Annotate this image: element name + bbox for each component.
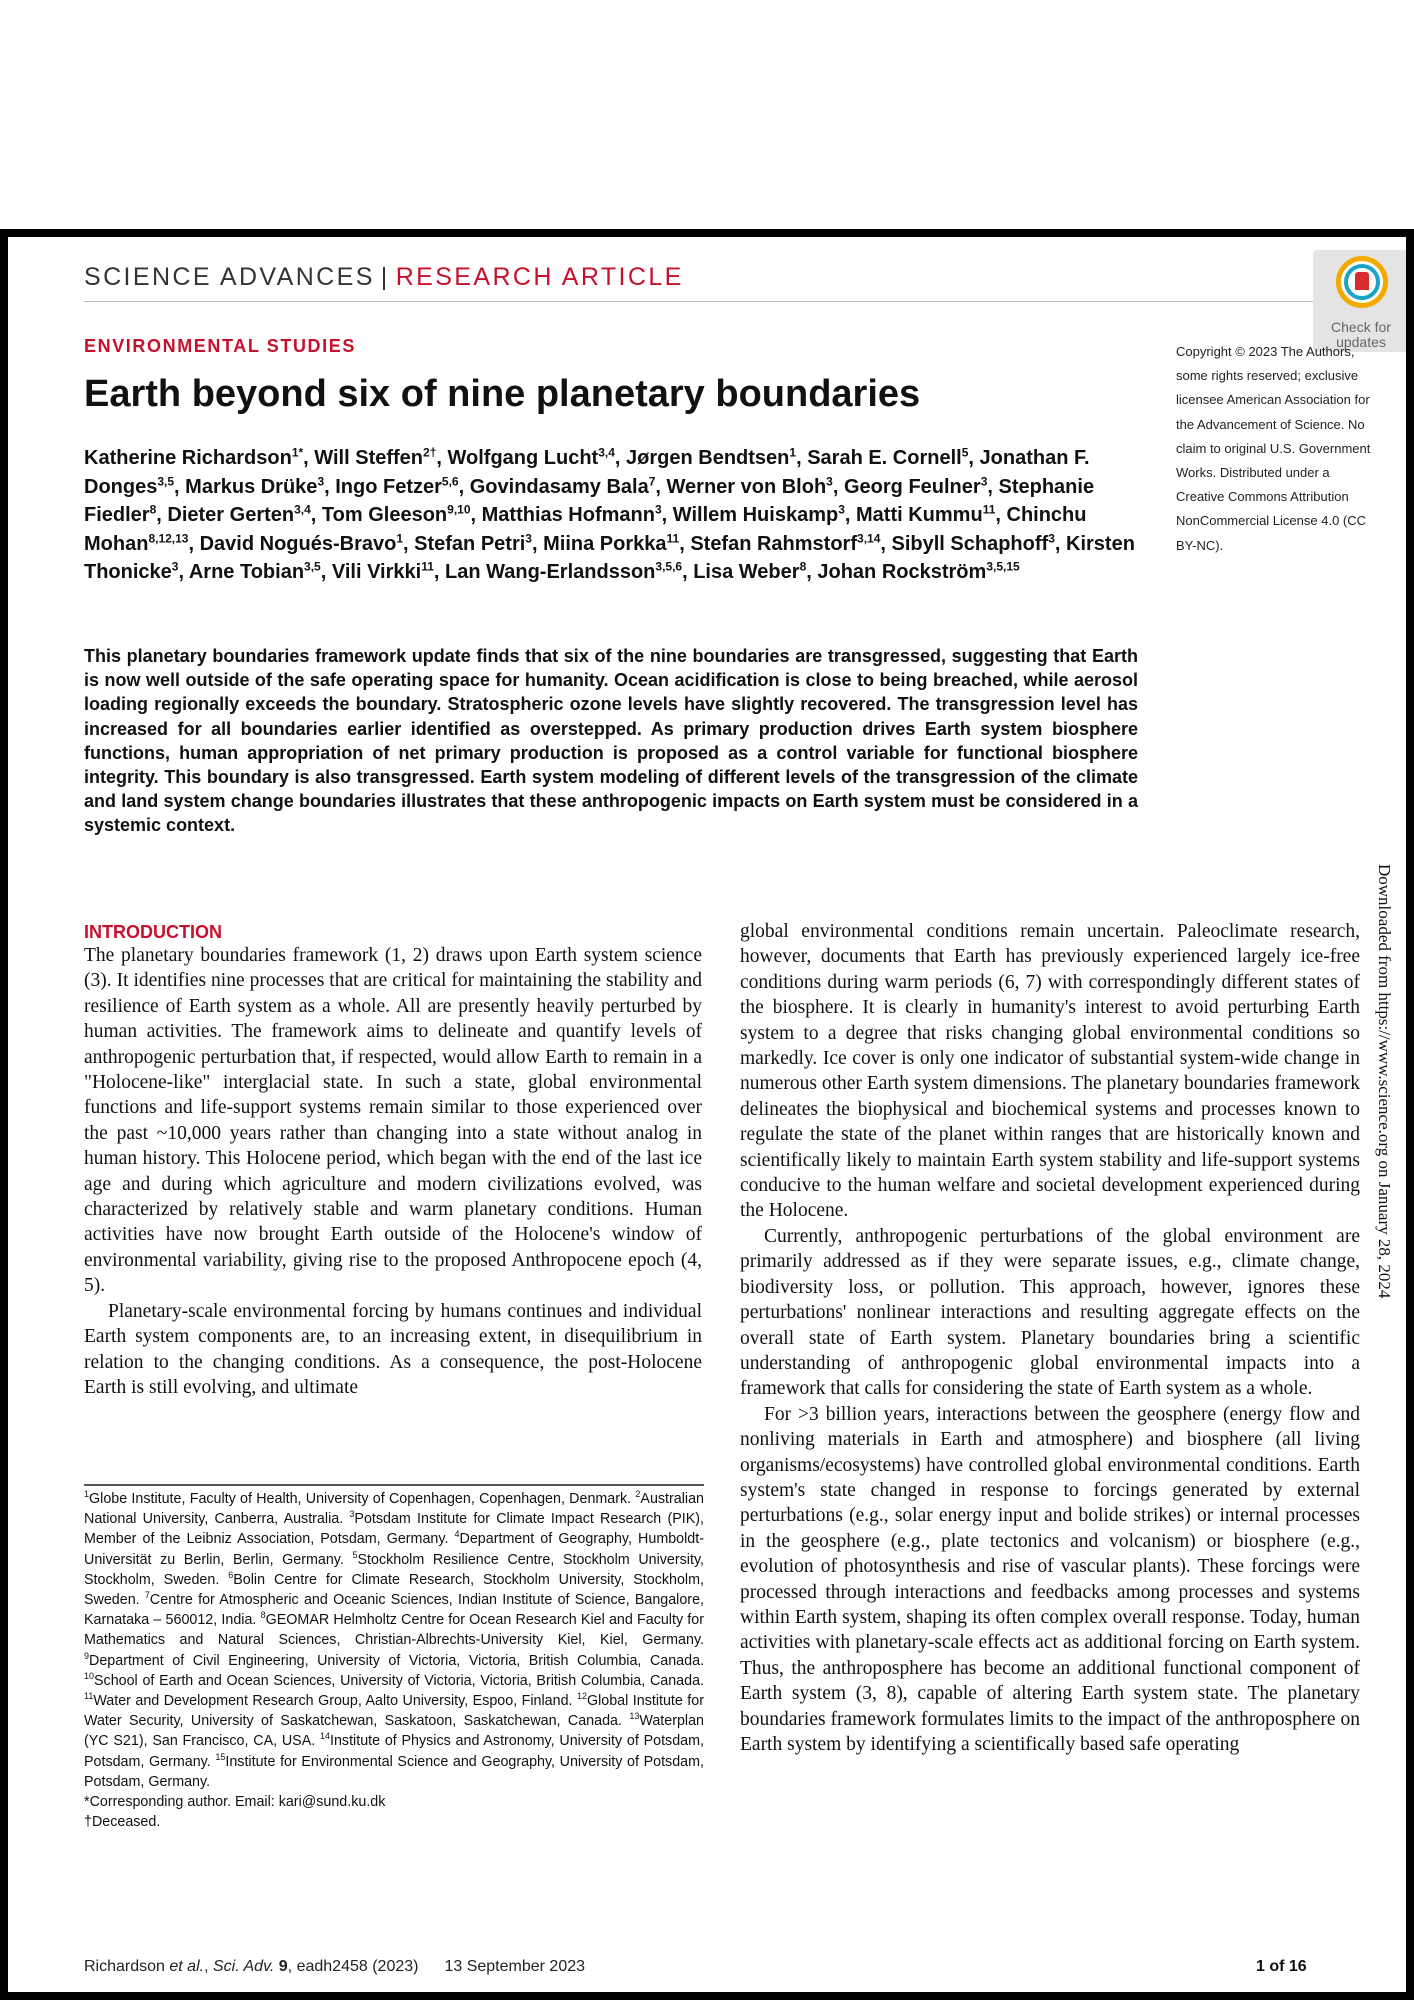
corresponding-author: *Corresponding author. Email: kari@sund.ku.dk bbox=[84, 1794, 386, 1811]
author-name: Sibyll Schaphoff bbox=[891, 532, 1049, 555]
author-affiliation-marker: 3 bbox=[1048, 530, 1055, 545]
body-paragraph: global environmental conditions remain uncertain. Paleoclimate research, however, documents that Earth has previously experienced largely ice-free conditions during warm periods (6, 7) with correspondingly different states of the biosphere. It is clearly in humanity's interest to avoid perturbing Earth system to a degree that risks changing global environmental conditions so markedly. Ice cover is only one indicator of substantial system-wide change in numerous other Earth system dimensions. The planetary boundaries framework delineates the biophysical and biochemical systems and processes known to regulate the state of the planet within ranges that are historically known and scientifically likely to maintain Earth system stability and life-support systems conducive to the human welfare and societal development experienced during the Holocene. bbox=[740, 921, 1360, 1222]
affiliation-number: 14 bbox=[319, 1731, 330, 1742]
body-paragraph: For >3 billion years, interactions between the geosphere (energy flow and nonliving materials in Earth and atmosphere) and biosphere (all living organisms/ecosystems) have controlled global environmental conditions. Earth system's state changed in response to forcings generated by external perturbations (e.g., solar energy input and bolide strikes) or internal processes in the geosphere (e.g., plate tectonics and volcanism) or biosphere (e.g., evolution of photosynthesis and rise of vascular plants). These forcings were processed through interactions and feedbacks among processes and systems within Earth system, shaping its often complex overall response. Today, human activities with planetary-scale effects act as additional forcing on Earth system. Thus, the anthroposphere has become an additional functional component of Earth system (3, 8), capable of altering Earth system state. The planetary boundaries framework formulates limits to the impact of the anthroposphere on Earth system by identifying a scientifically based safe operating bbox=[740, 1403, 1360, 1755]
affiliation-text: Global Institute for Water Security, University of Saskatchewan, Saskatoon, Saskatchewan, Canada. bbox=[84, 1693, 704, 1730]
article-type: RESEARCH ARTICLE bbox=[395, 263, 684, 291]
author-separator: , bbox=[436, 447, 448, 469]
author-name: Lisa Weber bbox=[693, 561, 800, 583]
journal-name: SCIENCE ADVANCES bbox=[84, 263, 375, 291]
affiliation-number: 9 bbox=[84, 1650, 90, 1661]
affiliation-number: 5 bbox=[352, 1549, 358, 1560]
author-separator: , bbox=[320, 561, 332, 583]
author-separator: , bbox=[995, 504, 1007, 526]
author-affiliation-marker: 1* bbox=[291, 445, 304, 460]
affiliation-text: Centre for Atmospheric and Oceanic Sciences, Indian Institute of Science, Bangalore, Karnataka – 560012, India. bbox=[84, 1592, 704, 1629]
body-paragraph: Currently, anthropogenic perturbations of the global environment are primarily addressed as if they were separate issues, e.g., climate change, biodiversity loss, or pollution. This approach, however, ignores these perturbations' nonlinear interactions and resulting aggregate effects on the overall state of Earth system. Planetary boundaries bring a scientific understanding of anthropogenic global environmental impacts into a framework that calls for considering the state of Earth system as a whole. bbox=[740, 1225, 1360, 1400]
journal-separator: | bbox=[380, 263, 390, 291]
author-name: Dieter Gerten bbox=[167, 504, 295, 526]
journal-header bbox=[84, 263, 684, 292]
body-paragraph: The planetary boundaries framework (1, 2) draws upon Earth system science (3). It identifies nine processes that are critical for maintaining the stability and resilience of Earth system as a whole. All are presently heavily perturbed by human activities. The framework aims to delineate and quantify levels of anthropogenic perturbation that, if respected, would allow Earth to remain in a "Holocene-like" interglacial state. In such a state, global environmental functions and life-support systems remain similar to those experienced over the past ~10,000 years rather than changing into a state without analog in human history. This Holocene period, which began with the end of the last ice age and during which agriculture and modern civilizations evolved, was characterized by relatively stable and warm planetary conditions. Human activities have now brought Earth outside of the Holocene's window of environmental variability, giving rise to the proposed Anthropocene epoch (4, 5). bbox=[84, 945, 702, 1297]
author-separator: , bbox=[844, 504, 857, 526]
author-separator: , bbox=[806, 561, 818, 583]
affiliation-list bbox=[84, 1489, 704, 1792]
author-affiliation-marker: 11 bbox=[421, 559, 434, 574]
author-affiliation-marker: 3,4 bbox=[598, 445, 615, 460]
author-separator: , bbox=[178, 561, 189, 583]
author-separator: , bbox=[458, 475, 470, 498]
affiliation-text: School of Earth and Ocean Sciences, University of Victoria, Victoria, British Columbia, Canada. bbox=[94, 1672, 704, 1689]
author-name: Willem Huiskamp bbox=[672, 504, 839, 526]
author-affiliation-marker: 3 bbox=[654, 502, 662, 517]
author-affiliation-marker: 5 bbox=[961, 445, 969, 460]
author-affiliation-marker: 1 bbox=[396, 530, 404, 545]
citation-volume: 9 bbox=[278, 1958, 288, 1975]
badge-line-1: Check for bbox=[1331, 319, 1391, 335]
affiliation-number: 6 bbox=[228, 1570, 234, 1581]
author-separator: , bbox=[796, 447, 808, 469]
author-name: Georg Feulner bbox=[843, 475, 981, 498]
footer-citation: Richardson et al., Sci. Adv. 9, eadh2458 (2023) 13 September 2023 bbox=[84, 1958, 586, 1975]
author-name: Wolfgang Lucht bbox=[447, 447, 599, 469]
author-name: Stephanie Fiedler bbox=[84, 475, 1095, 526]
author-separator: , bbox=[156, 504, 168, 526]
author-name: Stefan Petri bbox=[414, 532, 526, 555]
affiliation-text: Department of Geography, Humboldt-Universität zu Berlin, Berlin, Germany. bbox=[84, 1531, 704, 1568]
author-name: Tom Gleeson bbox=[321, 504, 448, 526]
author-affiliation-marker: 3,5 bbox=[157, 473, 175, 488]
author-affiliation-marker: 3 bbox=[171, 559, 179, 574]
author-separator: , bbox=[531, 532, 544, 555]
affiliation-text: Globe Institute, Faculty of Health, University of Copenhagen, Copenhagen, Denmark. bbox=[89, 1491, 636, 1507]
abstract: This planetary boundaries framework update finds that six of the nine boundaries are transgressed, suggesting that Earth is now well outside of the safe operating space for humanity. Ocean acidification is close to being breached, while aerosol loading regionally exceeds the boundary. Stratospheric ozone levels have slightly recovered. The transgression level has increased for all boundaries earlier identified as overstepped. As primary production drives Earth system biosphere functions, human appropriation of net primary production is proposed as a control variable for functional biosphere integrity. This boundary is also transgressed. Earth system modeling of different levels of the transgression of the climate and land system change boundaries illustrates that these anthropogenic impacts on Earth system must be considered in a systemic context. bbox=[84, 646, 1138, 836]
citation-authors: Richardson bbox=[84, 1958, 165, 1975]
citation-rest: , eadh2458 (2023) bbox=[287, 1958, 419, 1975]
deceased-note: †Deceased. bbox=[84, 1814, 161, 1831]
affiliation-text: Department of Civil Engineering, University of Victoria, Victoria, British Columbia, Canada. bbox=[89, 1652, 704, 1669]
author-name: Chinchu Mohan bbox=[84, 504, 1087, 555]
author-separator: , bbox=[403, 532, 415, 555]
author-name: David Nogués-Bravo bbox=[199, 532, 397, 555]
affiliation-text: Potsdam Institute for Climate Impact Research (PIK), Member of the Leibniz Association, Potsdam, Germany. bbox=[84, 1511, 704, 1548]
author-name: Miina Porkka bbox=[543, 532, 667, 555]
author-separator: , bbox=[324, 475, 336, 498]
affiliation-number: 7 bbox=[144, 1590, 150, 1601]
affiliation-number: 3 bbox=[349, 1509, 355, 1520]
author-name: Jørgen Bendtsen bbox=[626, 447, 790, 469]
affiliation-text: Stockholm Resilience Centre, Stockholm University, Stockholm, Sweden. bbox=[84, 1551, 704, 1588]
author-affiliation-marker: 3 bbox=[826, 473, 833, 488]
body-paragraph: Planetary-scale environmental forcing by humans continues and individual Earth system components are, to an increasing extent, in disequilibrium in relation to the changing conditions. As a consequence, the post-Holocene Earth is still evolving, and ultimate bbox=[84, 1300, 702, 1398]
author-name: Vili Virkki bbox=[331, 561, 422, 583]
author-name: Ingo Fetzer bbox=[335, 475, 442, 498]
author-name: Lan Wang-Erlandsson bbox=[445, 561, 656, 583]
author-affiliation-marker: 1 bbox=[789, 445, 797, 460]
author-list bbox=[84, 444, 1144, 587]
affiliation-text: GEOMAR Helmholtz Centre for Ocean Research Kiel and Faculty for Mathematics and Natural Sciences, Christian-Albrechts-University Kiel, Kiel, Germany. bbox=[84, 1612, 704, 1649]
author-affiliation-marker: 2† bbox=[423, 445, 437, 460]
affiliation-number: 1 bbox=[84, 1489, 90, 1500]
affiliation-number: 4 bbox=[454, 1529, 460, 1540]
copyright-notice: Copyright © 2023 The Authors, some rights reserved; exclusive licensee American Association for the Advancement of Science. No claim to original U.S. Government Works. Distributed under a Creative Commons Attribution NonCommercial License 4.0 (CC BY-NC). bbox=[1176, 344, 1371, 553]
author-affiliation-marker: 3 bbox=[525, 530, 532, 545]
article-title: Earth beyond six of nine planetary boundaries bbox=[84, 373, 921, 415]
author-affiliation-marker: 7 bbox=[648, 473, 656, 488]
affiliations-rule bbox=[84, 1484, 704, 1486]
affiliations bbox=[84, 1489, 704, 1832]
author-separator: , bbox=[1054, 532, 1066, 555]
affiliation-number: 2 bbox=[635, 1489, 641, 1500]
author-separator: , bbox=[679, 532, 691, 555]
author-name: Will Steffen bbox=[314, 447, 424, 469]
author-separator: , bbox=[968, 447, 980, 469]
author-separator: , bbox=[987, 475, 999, 498]
download-note: Downloaded from https://www.science.org on January 28, 2024 bbox=[1375, 864, 1394, 1299]
affiliation-number: 12 bbox=[576, 1691, 587, 1702]
author-name: Kirsten Thonicke bbox=[84, 532, 1135, 583]
author-affiliation-marker: 8 bbox=[149, 502, 157, 517]
article-page bbox=[8, 237, 1406, 1992]
author-affiliation-marker: 8 bbox=[799, 559, 807, 574]
author-separator: , bbox=[433, 561, 445, 583]
page-number: 1 of 16 bbox=[1256, 1958, 1307, 1975]
author-separator: , bbox=[614, 447, 627, 469]
author-affiliation-marker: 11 bbox=[982, 502, 996, 517]
author-affiliation-marker: 3,5 bbox=[304, 559, 321, 574]
author-name: Govindasamy Bala bbox=[469, 475, 649, 498]
author-separator: , bbox=[682, 561, 694, 583]
affiliation-number: 13 bbox=[629, 1711, 640, 1722]
author-affiliation-marker: 3,4 bbox=[294, 502, 311, 517]
badge-line-2: updates bbox=[1336, 334, 1386, 350]
author-affiliation-marker: 3 bbox=[838, 502, 845, 517]
author-affiliation-marker: 8,12,13 bbox=[148, 530, 189, 545]
author-affiliation-marker: 3,5,15 bbox=[986, 559, 1020, 574]
affiliation-text: Institute for Environmental Science and Geography, University of Potsdam, Potsdam, Germany. bbox=[84, 1753, 704, 1790]
author-name: Katherine Richardson bbox=[84, 447, 292, 469]
right-column-body bbox=[740, 919, 1360, 1757]
author-affiliation-marker: 3,14 bbox=[857, 530, 881, 545]
affiliation-text: Water and Development Research Group, Aalto University, Espoo, Finland. bbox=[93, 1693, 577, 1710]
author-name: Johan Rockström bbox=[817, 561, 987, 583]
author-separator: , bbox=[188, 532, 200, 555]
affiliation-number: 10 bbox=[84, 1671, 95, 1682]
author-affiliation-marker: 9,10 bbox=[447, 502, 471, 517]
author-name: Markus Drüke bbox=[185, 475, 318, 498]
introduction-heading: INTRODUCTION bbox=[84, 922, 222, 942]
citation-etal: et al. bbox=[169, 1958, 205, 1975]
author-affiliation-marker: 11 bbox=[666, 530, 680, 545]
author-affiliation-marker: 3 bbox=[980, 473, 988, 488]
author-separator: , bbox=[303, 447, 315, 469]
affiliation-text: Institute of Physics and Astronomy, University of Potsdam, Potsdam, Germany. bbox=[84, 1733, 704, 1770]
author-name: Stefan Rahmstorf bbox=[690, 532, 858, 555]
left-column-body bbox=[84, 943, 702, 1400]
author-name: Werner von Bloh bbox=[666, 475, 827, 498]
author-affiliation-marker: 3,5,6 bbox=[655, 559, 683, 574]
affiliation-text: Bolin Centre for Climate Research, Stockholm University, Stockholm, Sweden. bbox=[84, 1571, 704, 1609]
author-separator: , bbox=[174, 475, 186, 498]
citation-journal: Sci. Adv. bbox=[212, 1958, 275, 1975]
author-separator: , bbox=[470, 504, 482, 526]
author-name: Matthias Hofmann bbox=[481, 504, 655, 526]
section-label: ENVIRONMENTAL STUDIES bbox=[84, 336, 356, 356]
author-separator: , bbox=[310, 504, 322, 526]
check-for-updates-badge[interactable] bbox=[1313, 250, 1406, 352]
author-separator: , bbox=[655, 475, 667, 498]
author-name: Sarah E. Cornell bbox=[807, 447, 962, 469]
affiliation-number: 11 bbox=[84, 1691, 94, 1702]
author-affiliation-marker: 3 bbox=[317, 473, 325, 488]
affiliation-text: Australian National University, Canberra, Australia. bbox=[84, 1491, 704, 1528]
author-name: Matti Kummu bbox=[856, 504, 983, 526]
author-name: Arne Tobian bbox=[188, 561, 305, 583]
footer-date: 13 September 2023 bbox=[444, 1958, 586, 1975]
header-rule bbox=[84, 301, 1320, 302]
crossmark-icon bbox=[1336, 256, 1388, 308]
author-separator: , bbox=[832, 475, 844, 498]
author-separator: , bbox=[661, 504, 673, 526]
affiliation-number: 15 bbox=[215, 1751, 226, 1762]
author-name: Jonathan F. Donges bbox=[84, 447, 1090, 498]
affiliation-text: Waterplan (YC S21), San Francisco, CA, USA. bbox=[84, 1713, 704, 1750]
affiliation-number: 8 bbox=[260, 1610, 266, 1621]
author-affiliation-marker: 5,6 bbox=[441, 473, 459, 488]
author-separator: , bbox=[880, 532, 892, 555]
